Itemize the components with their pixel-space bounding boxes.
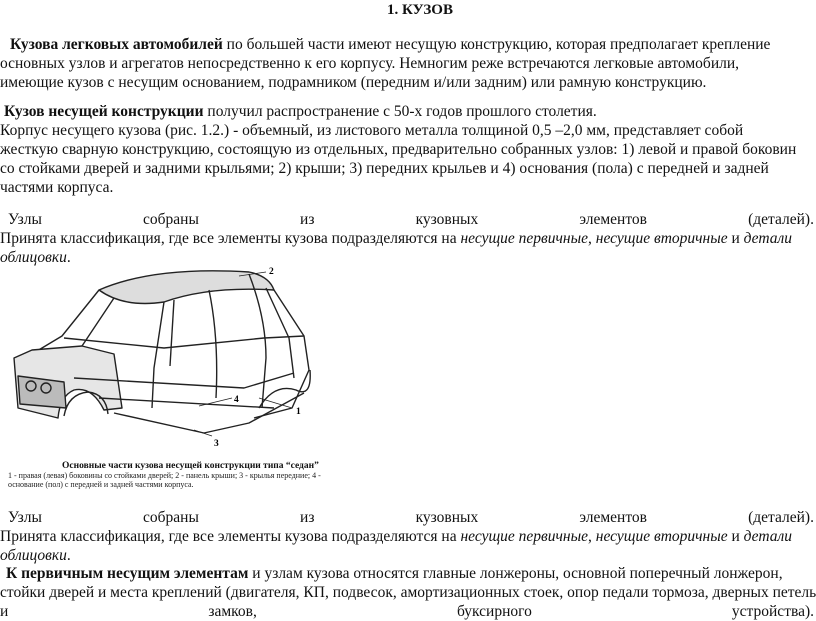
p3-word: собраны — [143, 211, 199, 228]
p2-text: получил распространение с 50-х годов прошлого столетия. — [203, 103, 597, 120]
p3-and: и — [727, 230, 744, 247]
term-primary: несущие первичные — [460, 528, 588, 545]
p5-word: замков, — [208, 603, 257, 620]
p4-word: собраны — [143, 509, 199, 526]
p5-word: устройства). — [731, 603, 814, 620]
p4-line-1 — [8, 508, 814, 527]
p2-bold-term: Кузов несущей конструкции — [4, 103, 204, 120]
p3-line-1 — [8, 210, 814, 229]
p3-text: Принята классификация, где все элементы кузова подразделяются на — [0, 230, 461, 247]
p4-word: элементов — [579, 509, 647, 526]
p4-line-3 — [0, 546, 816, 565]
p4-dot: . — [66, 547, 71, 564]
p4-word: из — [300, 509, 315, 526]
term-secondary: несущие вторичные — [595, 230, 728, 247]
figure-caption-title: Основные части кузова несущей конструкции типа “седан” — [62, 461, 319, 471]
car-body-illustration — [4, 258, 334, 458]
p3-word: элементов — [579, 211, 647, 228]
b-pillar — [152, 302, 164, 408]
p4-comma: , — [588, 528, 596, 545]
p5-bold-term: К первичным несущим элементам — [6, 565, 249, 582]
p4-word: Узлы — [8, 509, 42, 526]
p4-line-2 — [0, 527, 816, 546]
p4-text: Принята классификация, где все элементы кузова подразделяются на — [0, 528, 461, 545]
page-title: 1. КУЗОВ — [387, 2, 453, 18]
c-pillar — [266, 288, 294, 378]
a-pillar — [32, 290, 99, 354]
p5-line-1 — [6, 564, 816, 583]
p2-line-2: Корпус несущего кузова (рис. 1.2.) - объемный, из листового металла толщиной 0,5 –2,0 мм, представляет собой — [0, 122, 744, 139]
p1-line-1 — [10, 35, 816, 54]
term-cladding: облицовки — [0, 547, 67, 564]
p1-text: по большей части имеют несущую конструкцию, которая предполагает крепление — [222, 36, 771, 53]
label-2: 2 — [269, 267, 274, 277]
p5-text: и узлам кузова относятся главные лонжероны, основной поперечный лонжерон, — [248, 565, 783, 582]
floor-crossmember — [99, 398, 274, 408]
p3-word: (деталей). — [748, 211, 814, 228]
p2-line-4: со стойками дверей и задними крыльями; 2) крыши; 3) передних крыльев и 4) основания (пола) с передней и задней — [0, 160, 769, 177]
term-cladding: облицовки — [0, 249, 67, 266]
b-pillar-inner — [170, 300, 174, 366]
p3-line-2 — [0, 229, 816, 248]
roof-panel — [99, 271, 274, 304]
label-1: 1 — [296, 407, 301, 417]
p2-line-1 — [4, 102, 816, 121]
p3-word: из — [300, 211, 315, 228]
label-4: 4 — [234, 395, 239, 405]
leader-line-3 — [194, 430, 212, 436]
belt-line — [64, 336, 304, 348]
p4-and: и — [727, 528, 744, 545]
p1-line-2: основных узлов и агрегатов непосредственно к его корпусу. Немногим реже встречаются легковые автомобили, — [0, 55, 740, 72]
p3-comma: , — [588, 230, 596, 247]
label-3: 3 — [214, 439, 219, 449]
p1-line-3: имеющие кузов с несущим основанием, подрамником (передним и/или задним) или рамную конструкцию. — [0, 74, 707, 91]
figure-caption-text: 1 - правая (левая) боковины со стойками дверей; 2 - панель крыши; 3 - крылья передние; 4 - основание (пол) с передней и задней частями корпуса. — [8, 471, 321, 489]
p5-line-2: стойки дверей и места креплений (двигателя, КП, подвесок, амортизационных стоек, опор педали тормоза, дверных петель — [0, 584, 816, 601]
p3-word: кузовных — [415, 211, 479, 228]
p3-word: Узлы — [8, 211, 42, 228]
p5-word: и — [0, 603, 9, 620]
p5-line-3 — [0, 602, 814, 621]
term-details: детали — [743, 230, 793, 247]
p2-line-5: частями корпуса. — [0, 179, 114, 196]
term-details: детали — [743, 528, 793, 545]
term-secondary: несущие вторичные — [595, 528, 728, 545]
p2-line-3: жесткую сварную конструкцию, состоящую из отдельных, предварительно собранных узлов: 1) левой и правой боковин — [0, 141, 797, 158]
term-primary: несущие первичные — [460, 230, 588, 247]
p1-bold-term: Кузова легковых автомобилей — [10, 36, 223, 53]
p5-word: буксирного — [456, 603, 532, 620]
p4-word: (деталей). — [748, 509, 814, 526]
p3-dot: . — [66, 249, 71, 266]
rear-frame — [249, 274, 266, 408]
p4-word: кузовных — [415, 509, 479, 526]
